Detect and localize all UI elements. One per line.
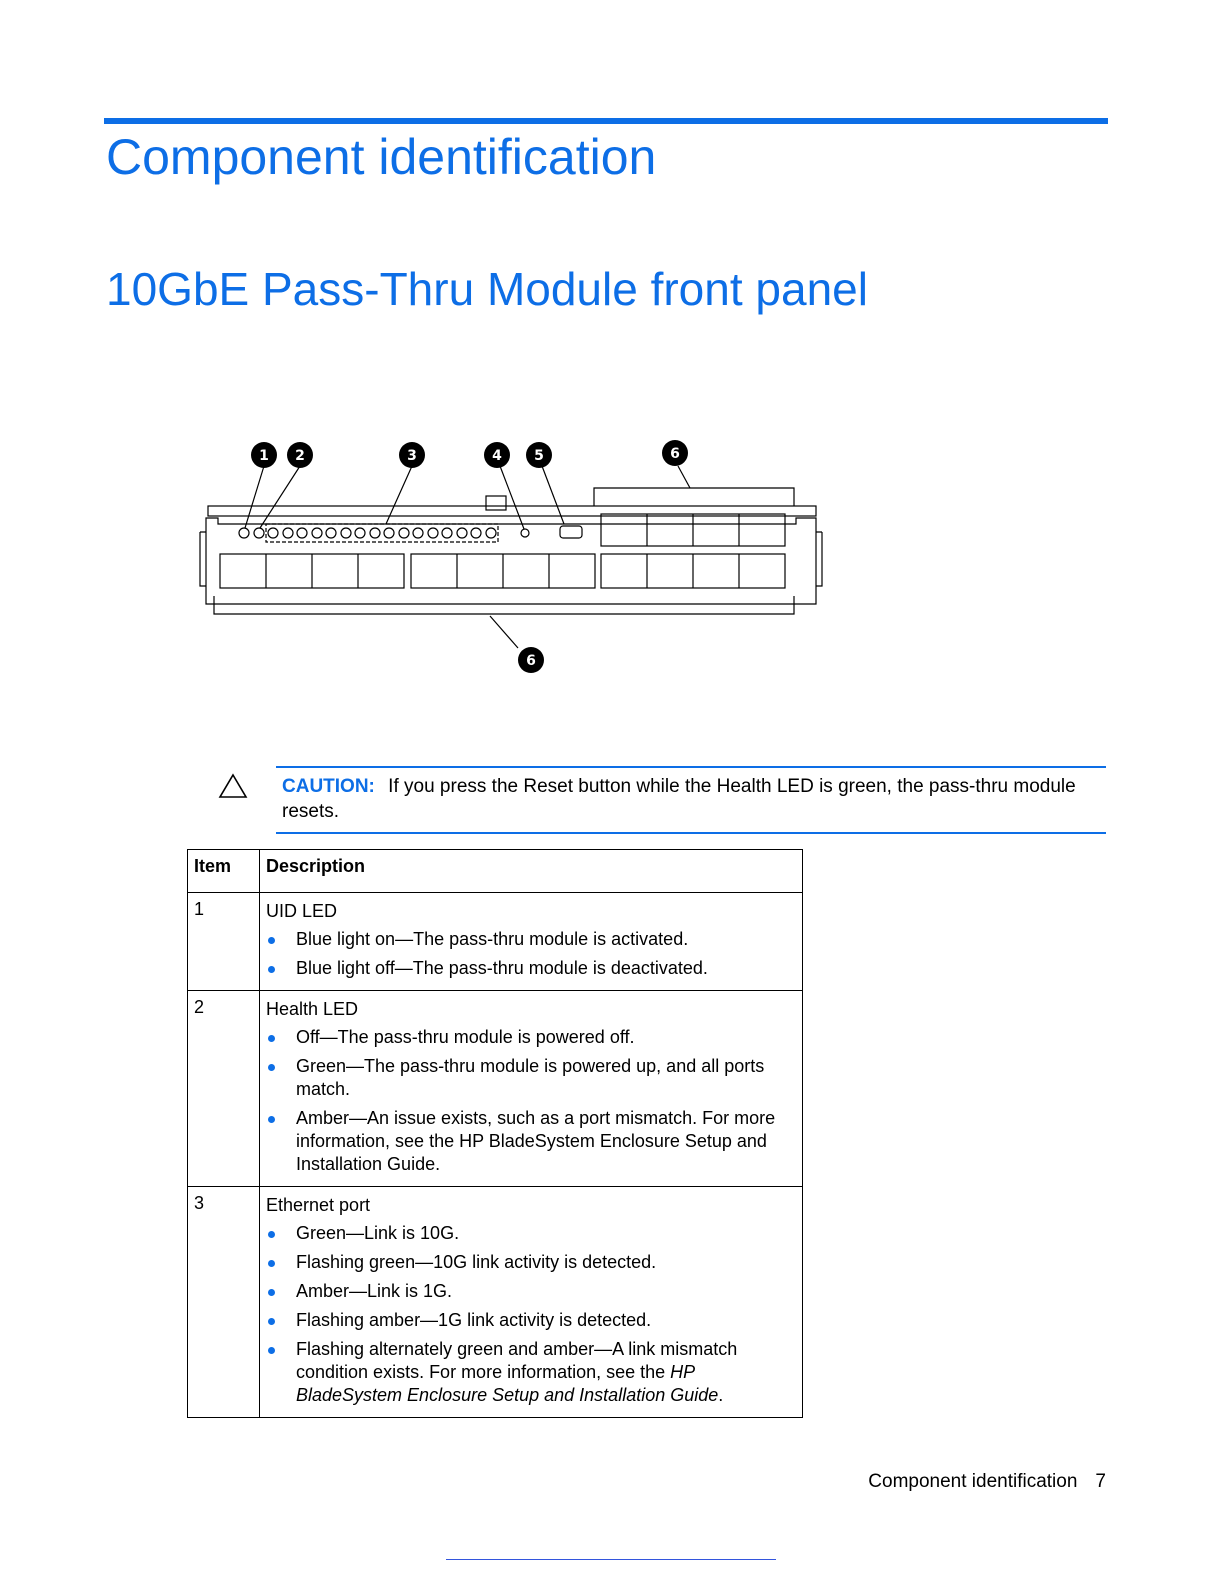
caution-triangle-icon bbox=[218, 772, 248, 800]
item-title: Ethernet port bbox=[266, 1195, 371, 1215]
callout-1-label: 1 bbox=[259, 448, 269, 464]
front-panel-figure bbox=[196, 436, 836, 686]
section-title: 10GbE Pass-Thru Module front panel bbox=[106, 263, 868, 315]
lower-port-bank-1 bbox=[220, 554, 404, 588]
callout-4-label: 4 bbox=[492, 448, 502, 464]
list-item: Flashing green—10G link activity is detected. bbox=[266, 1251, 796, 1274]
header-item: Item bbox=[188, 850, 260, 893]
callout-2-label: 2 bbox=[295, 448, 305, 464]
header-description: Description bbox=[260, 850, 803, 893]
bullet-text-end: . bbox=[718, 1385, 724, 1405]
caution-body bbox=[282, 774, 1082, 824]
item-title: UID LED bbox=[266, 901, 338, 921]
latch-tab bbox=[486, 496, 506, 510]
bullet-list bbox=[266, 928, 796, 980]
list-item: Amber—Link is 1G. bbox=[266, 1280, 796, 1303]
item-title: Health LED bbox=[266, 999, 359, 1019]
footer-section: Component identification bbox=[868, 1471, 1078, 1492]
lower-port-bank-3 bbox=[601, 554, 785, 588]
caution-note bbox=[276, 766, 1106, 834]
callout-6-bottom-label: 6 bbox=[526, 653, 536, 669]
item-description bbox=[260, 991, 803, 1187]
bullet-list bbox=[266, 1222, 796, 1407]
component-table bbox=[187, 849, 803, 1418]
table-header-row bbox=[188, 850, 803, 893]
chapter-rule bbox=[104, 118, 1108, 124]
bullet-list bbox=[266, 1026, 796, 1176]
caution-label: CAUTION: bbox=[282, 776, 375, 797]
table-row bbox=[188, 1187, 803, 1418]
page-number: 7 bbox=[1095, 1471, 1106, 1492]
guide-title: HP BladeSystem Enclosure Setup and Installation Guide bbox=[296, 1362, 719, 1405]
item-number: 2 bbox=[188, 991, 260, 1187]
list-item: Green—Link is 10G. bbox=[266, 1222, 796, 1245]
lower-bracket bbox=[214, 596, 794, 614]
callout-5-label: 5 bbox=[534, 448, 544, 464]
list-item: Blue light on—The pass-thru module is activated. bbox=[266, 928, 796, 951]
table-row bbox=[188, 893, 803, 991]
item-number: 1 bbox=[188, 893, 260, 991]
list-item: Green—The pass-thru module is powered up, and all ports match. bbox=[266, 1055, 796, 1101]
list-item: Amber—An issue exists, such as a port mismatch. For more information, see the HP BladeSystem Enclosure Setup and Installation Guide. bbox=[266, 1107, 796, 1176]
table-row bbox=[188, 991, 803, 1187]
item-description bbox=[260, 893, 803, 991]
chapter-title: Component identification bbox=[106, 129, 657, 185]
reset-button bbox=[521, 529, 529, 537]
item-number: 3 bbox=[188, 1187, 260, 1418]
list-item: Blue light off—The pass-thru module is deactivated. bbox=[266, 957, 796, 980]
upper-port-bank bbox=[601, 514, 785, 546]
lower-port-bank-2 bbox=[411, 554, 595, 588]
list-item: Off—The pass-thru module is powered off. bbox=[266, 1026, 796, 1049]
caution-text: If you press the Reset button while the Health LED is green, the pass-thru module resets. bbox=[282, 776, 1076, 822]
bullet-text: Flashing alternately green and amber—A link mismatch condition exists. For more information, see the bbox=[296, 1339, 738, 1382]
item-description bbox=[260, 1187, 803, 1418]
list-item: Flashing amber—1G link activity is detected. bbox=[266, 1309, 796, 1332]
bottom-rule bbox=[446, 1559, 776, 1560]
page-footer bbox=[868, 1471, 1106, 1493]
callout-6-top-label: 6 bbox=[670, 446, 680, 462]
upper-bracket bbox=[594, 488, 794, 506]
usb-port bbox=[560, 526, 582, 538]
callout-3-label: 3 bbox=[407, 448, 417, 464]
list-item bbox=[266, 1338, 796, 1407]
led-row bbox=[239, 524, 498, 542]
